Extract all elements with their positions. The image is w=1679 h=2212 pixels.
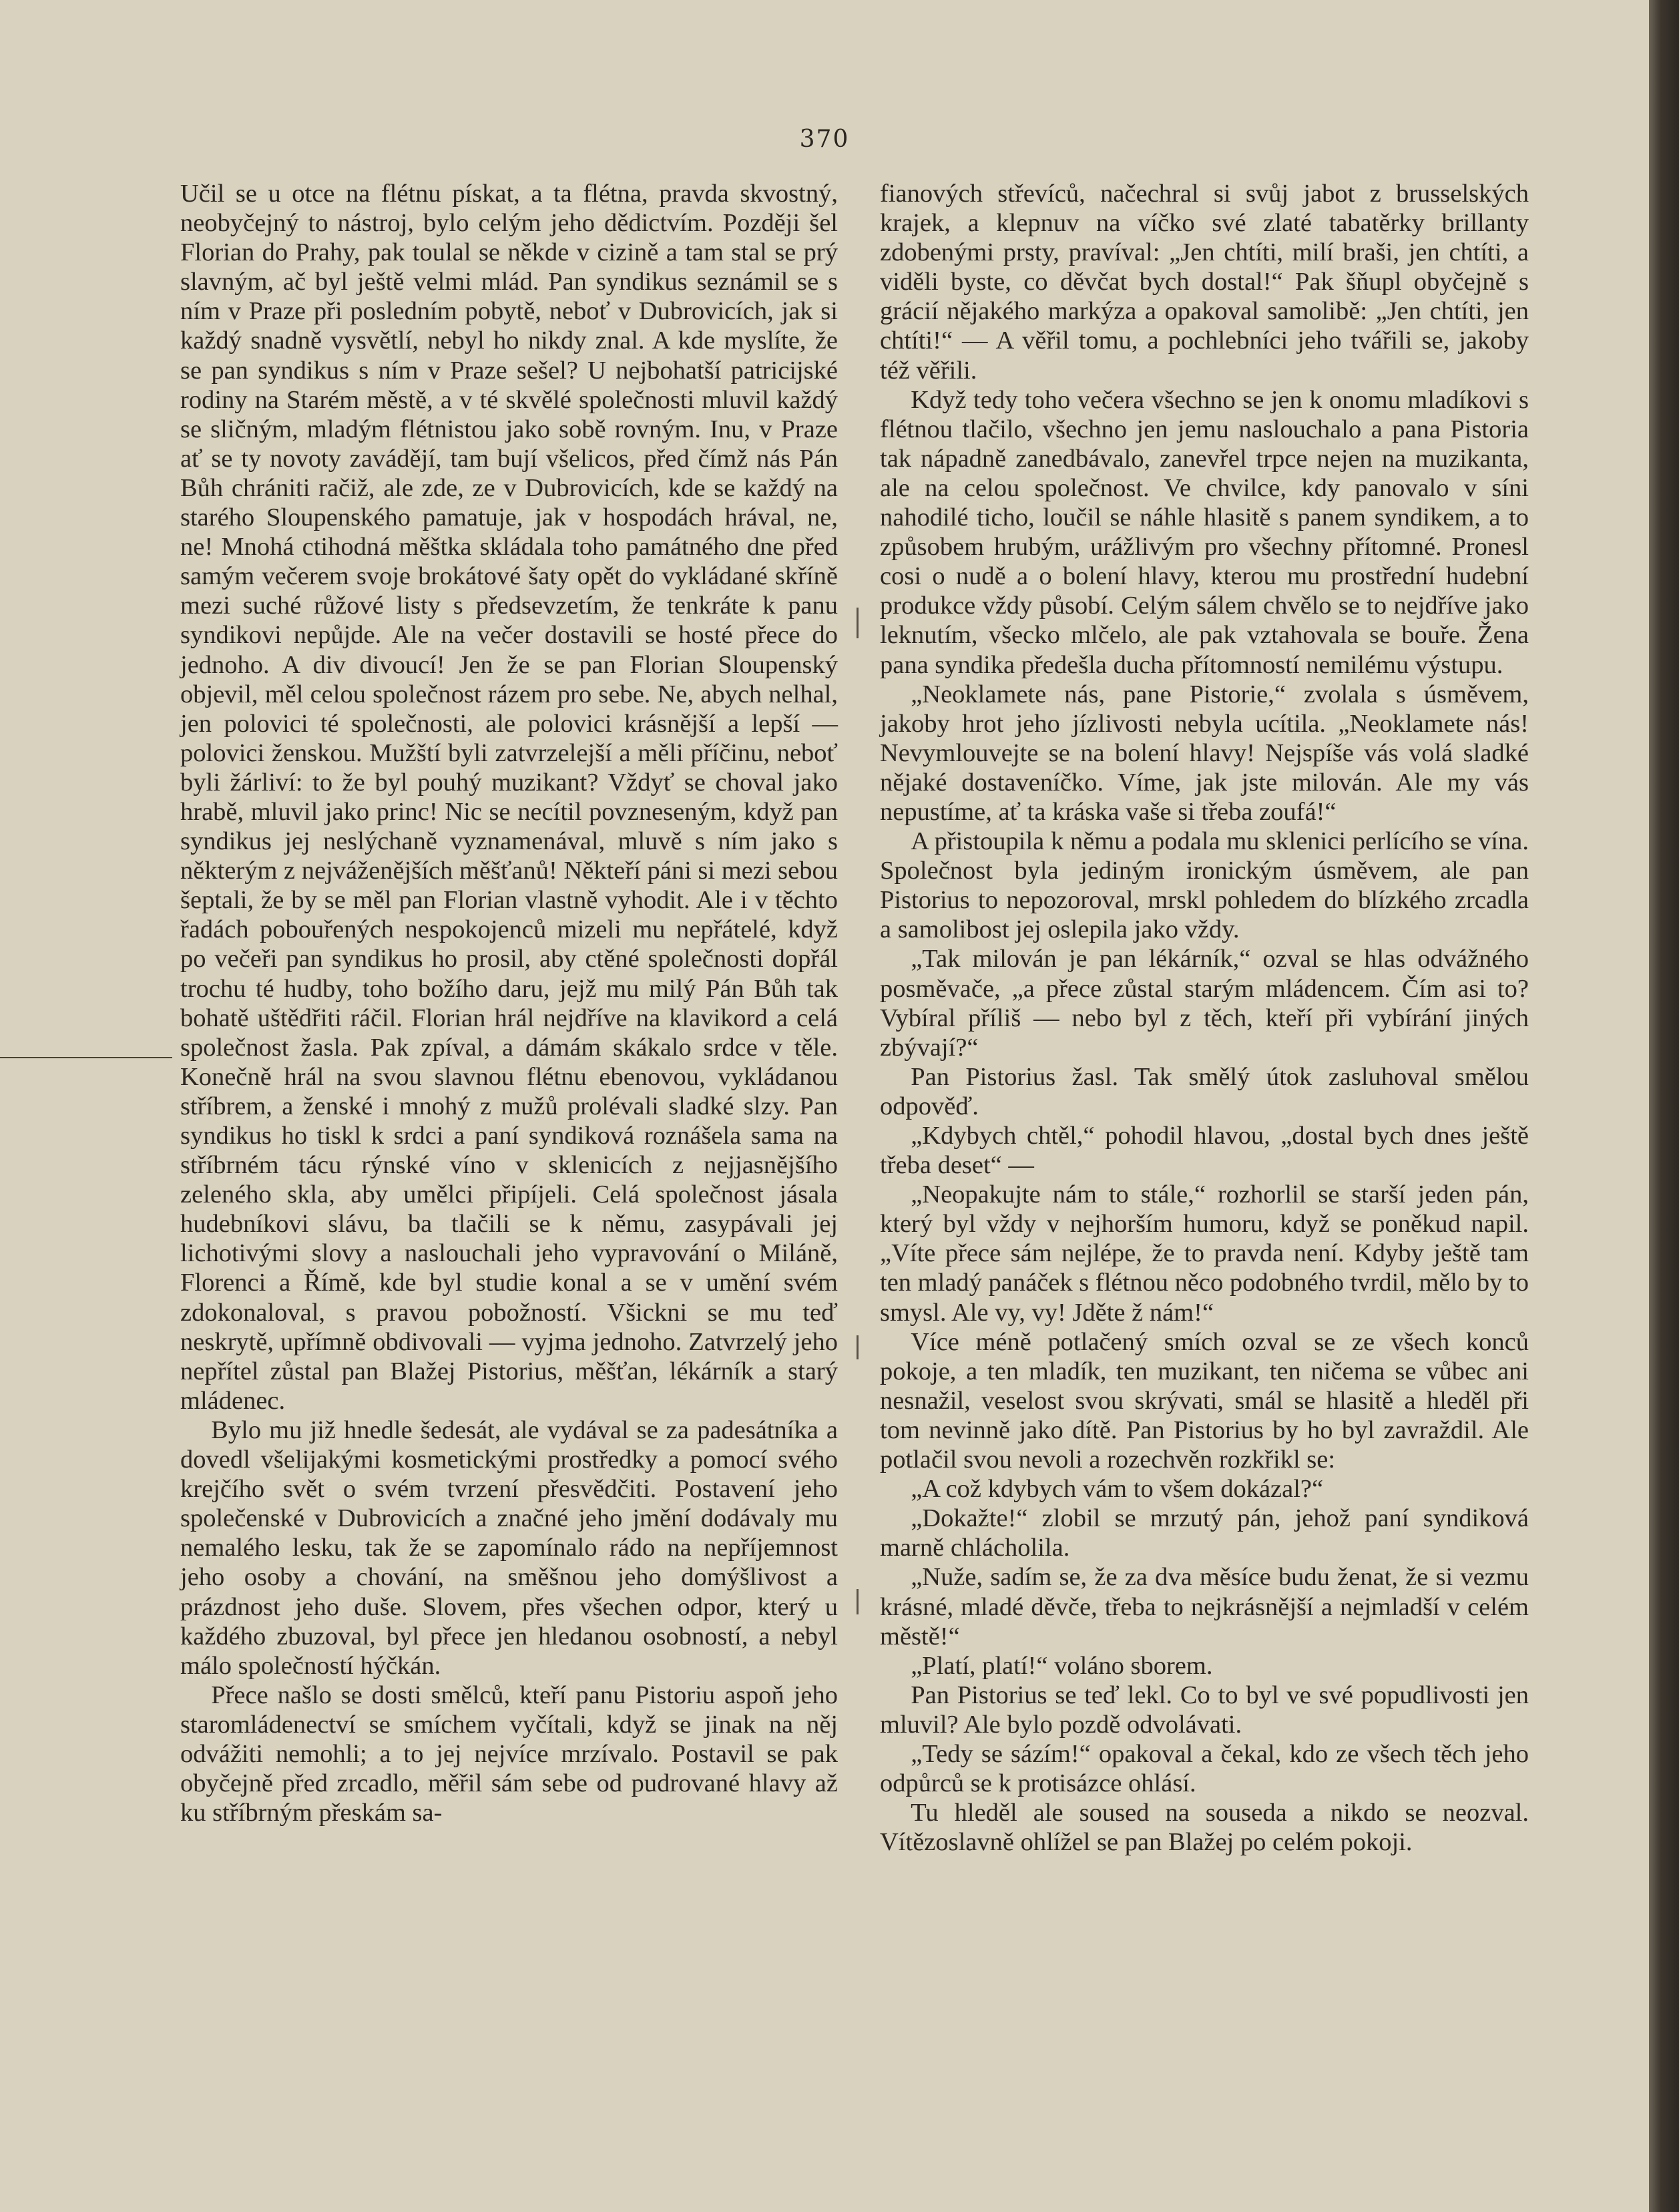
paragraph: „Tedy se sázím!“ opakoval a čekal, kdo ze všech těch jeho odpůrců se k protisázce ohlásí. bbox=[880, 1739, 1529, 1798]
paragraph: Pan Pistorius žasl. Tak smělý útok zasluhoval smělou odpověď. bbox=[880, 1062, 1529, 1120]
paragraph: A přistoupila k němu a podala mu sklenici perlícího se vína. Společnost byla jediným ironickým úsměvem, ale pan Pistorius to nepozoroval, mrskl pohledem do blízkého zrcadla a samolibost jej oslepila jako vždy. bbox=[880, 827, 1529, 944]
paragraph: „Platí, platí!“ voláno sborem. bbox=[911, 1651, 1213, 1680]
paragraph: Bylo mu již hnedle šedesát, ale vydával se za padesátníka a dovedl všelijakými kosmetickými prostředky a pomocí svého krejčího svět o svém tvrzení přesvědčiti. Postavení jeho společenské v Dubrovicích a značné jeho jmění dodávaly mu nemalého lesku, tak že se zapomínalo rádo na nepříjemnost jeho osoby a chování, na směšnou jeho domýšlivost a prázdnost jeho duše. Slovem, přes všechen odpor, který u každého zbuzoval, byl přece jen hledanou osobností, a nebyl málo společností hýčkán. bbox=[180, 1415, 838, 1680]
page-edge-shadow bbox=[1649, 0, 1679, 2212]
paragraph: „A což kdybych vám to všem dokázal?“ bbox=[911, 1475, 1324, 1504]
gutter-mark bbox=[857, 1589, 859, 1614]
paragraph: Více méně potlačený smích ozval se ze všech konců pokoje, a ten mladík, ten muzikant, ten ničema se vůbec ani nesnažil, veselost svou skrývati, smál se hlasitě a hleděl při tom nevinně jako dítě. Pan Pistorius by ho byl zavraždil. Ale potlačil svou nevoli a rozechvěn rozkřikl se: bbox=[880, 1327, 1529, 1474]
page-number: 370 bbox=[799, 126, 850, 153]
paragraph: Učil se u otce na flétnu pískat, a ta flétna, pravda skvostný, neobyčejný to nástroj, bylo celým jeho dědictvím. Později šel Florian do Prahy, pak toulal se někde v cizině a tam stal se prý slavným, ač byl ještě velmi mlád. Pan syndikus seznámil se s ním v Praze při posledním pobytě, neboť v Dubrovicích, jak si každý snadně vysvětlí, nebyl ho nikdy znal. A kde myslíte, že se pan syndikus s ním v Praze sešel? U nejbohatší patricijské rodiny na Starém městě, a v té skvělé společnosti mluvil každý se sličným, mladým flétnistou jako sobě rovným. Inu, v Praze ať se ty novoty zavádějí, tam bují všelicos, před čímž nás Pán Bůh chrániti račiž, ale zde, ze v Dubrovicích, kde se každý na starého Sloupenského pamatuje, jak v hospodách hrával, ne, ne! Mnohá ctihodná měštka skládala toho památného dne před samým večerem svoje brokátové šaty opět do vykládané skříně mezi suché růžové listy s předsevzetím, že tenkráte k panu syndikovi nepůjde. Ale na večer dostavili se hosté přece do jednoho. A div divoucí! Jen že se pan Florian Sloupenský objevil, měl celou společnost rázem pro sebe. Ne, abych nelhal, jen polovici té společnosti, ale polovici krásnější a lepší — polovici ženskou. Mužští byli zatvrzelejší a měli příčinu, neboť byli žárliví: to že byl pouhý muzikant? Vždyť se choval jako hrabě, mluvil jako princ! Nic se necítil povzneseným, když pan syndikus jej neslýchaně vyznamenával, mluvě s ním jako s některým z nejváženějších měšťanů! Někteří páni si mezi sebou šeptali, že by se měl pan Florian vlastně vyhodit. Ale i v těchto řadách pobouřených nespokojenců mizeli mu nepřátelé, když po večeři pan syndikus ho prosil, aby ctěné společnosti dopřál trochu té hudby, toho božího daru, jejž mu milý Pán Bůh tak bohatě uštědřiti ráčil. Florian hrál nejdříve na klavikord a celá společnost žasla. Pak zpíval, a dámám skákalo srdce v těle. Konečně hrál na svou slavnou flétnu ebenovou, vykládanou stříbrem, a ženské i mnohý z mužů prolévali sladké slzy. Pan syndikus ho tiskl k srdci a paní syndiková roznášela sama na stříbrném tácu rýnské víno v sklenicích z nejjasnějšího zeleného skla, aby umělci připíjeli. Celá společnost jásala hudebníkovi slávu, ba tlačili se k němu, zasypávali jej lichotivými slovy a naslouchali jeho vypravování o Miláně, Florenci a Římě, kde byl studie konal a se v umění svém zdokonaloval, s pravou pobožností. Všickni se mu teď neskrytě, upřímně obdivovali — vyjma jednoho. Zatvrzelý jeho nepřítel zůstal pan Blažej Pistorius, měšťan, lékárník a starý mládenec. bbox=[180, 180, 838, 1415]
right-text-column bbox=[880, 179, 1529, 1857]
paragraph: „Dokažte!“ zlobil se mrzutý pán, jehož paní syndiková marně chlácholila. bbox=[880, 1504, 1529, 1562]
gutter-mark bbox=[857, 608, 859, 638]
paragraph: „Kdybych chtěl,“ pohodil hlavou, „dostal bych dnes ještě třeba deset“ — bbox=[880, 1122, 1529, 1180]
paragraph: Tu hleděl ale soused na souseda a nikdo se neozval. Vítězoslavně ohlížel se pan Blažej po celém pokoji. bbox=[880, 1799, 1529, 1857]
left-text-column bbox=[180, 179, 838, 1827]
paragraph: „Tak milován je pan lékárník,“ ozval se hlas odvážného posměvače, „a přece zůstal starým mládencem. Čím asi to? Vybíral příliš — nebo byl z těch, kteří při vybírání jiných zbývají?“ bbox=[880, 945, 1529, 1062]
paragraph: „Neopakujte nám to stále,“ rozhorlil se starší jeden pán, který byl vždy v nejhorším humoru, když se poněkud napil. „Víte přece sám nejlépe, že to pravda není. Kdyby ještě tam ten mladý panáček s flétnou něco podobného tvrdil, mělo by to smysl. Ale vy, vy! Jděte ž nám!“ bbox=[880, 1180, 1529, 1327]
margin-pencil-line bbox=[0, 1057, 172, 1058]
gutter-mark bbox=[857, 1335, 859, 1359]
paragraph: „Nuže, sadím se, že za dva měsíce budu ženat, že si vezmu krásné, mladé děvče, třeba to nejkrásnější a nejmladší v celém městě!“ bbox=[880, 1563, 1529, 1650]
paragraph: Přece našlo se dosti smělců, kteří panu Pistoriu aspoň jeho staromládenectví se smíchem vyčítali, když se jinak na něj odvážiti nemohli; a to jej nejvíce mrzívalo. Postavil se pak obyčejně před zrcadlo, měřil sám sebe od pudrované hlavy až ku stříbrným přeskám sa- bbox=[180, 1681, 838, 1827]
paragraph: Pan Pistorius se teď lekl. Co to byl ve své popudlivosti jen mluvil? Ale bylo pozdě odvolávati. bbox=[880, 1681, 1529, 1739]
paragraph: „Neoklamete nás, pane Pistorie,“ zvolala s úsměvem, jakoby hrot jeho jízlivosti nebyla ucítila. „Neoklamete nás! Nevymlouvejte se na bolení hlavy! Nejspíše vás volá sladké nějaké dostaveníčko. Víme, jak jste milován. Ale my vás nepustíme, ať ta kráska vaše si třeba zoufá!“ bbox=[880, 680, 1529, 826]
paragraph: Když tedy toho večera všechno se jen k onomu mladíkovi s flétnou tlačilo, všechno jen jemu naslouchalo a pana Pistoria tak nápadně zanedbávalo, zanevřel trpce nejen na muzikanta, ale na celou společnost. Ve chvilce, kdy panovalo v síni nahodilé ticho, loučil se náhle hlasitě s panem syndikem, a to způsobem hrubým, urážlivým pro všechny přítomné. Pronesl cosi o nudě a o bolení hlavy, kterou mu prostřední hudební produkce vždy působí. Celým sálem chvělo se to nejdříve jako leknutím, všecko mlčelo, ale pak vztahovala se bouře. Žena pana syndika předešla ducha přítomností nemilému výstupu. bbox=[880, 385, 1529, 679]
paragraph: fianových střevíců, načechral si svůj jabot z brusselských krajek, a klepnuv na víčko své zlaté tabatěrky brillanty zdobenými prsty, pravíval: „Jen chtíti, milí braši, jen chtíti, a viděli byste, co děvčat bych dostal!“ Pak šňupl obyčejně s grácií nějakého markýza a opakoval samolibě: „Jen chtíti, jen chtíti!“ — A věřil tomu, a pochlebníci jeho tvářili se, jakoby též věřili. bbox=[880, 180, 1529, 385]
